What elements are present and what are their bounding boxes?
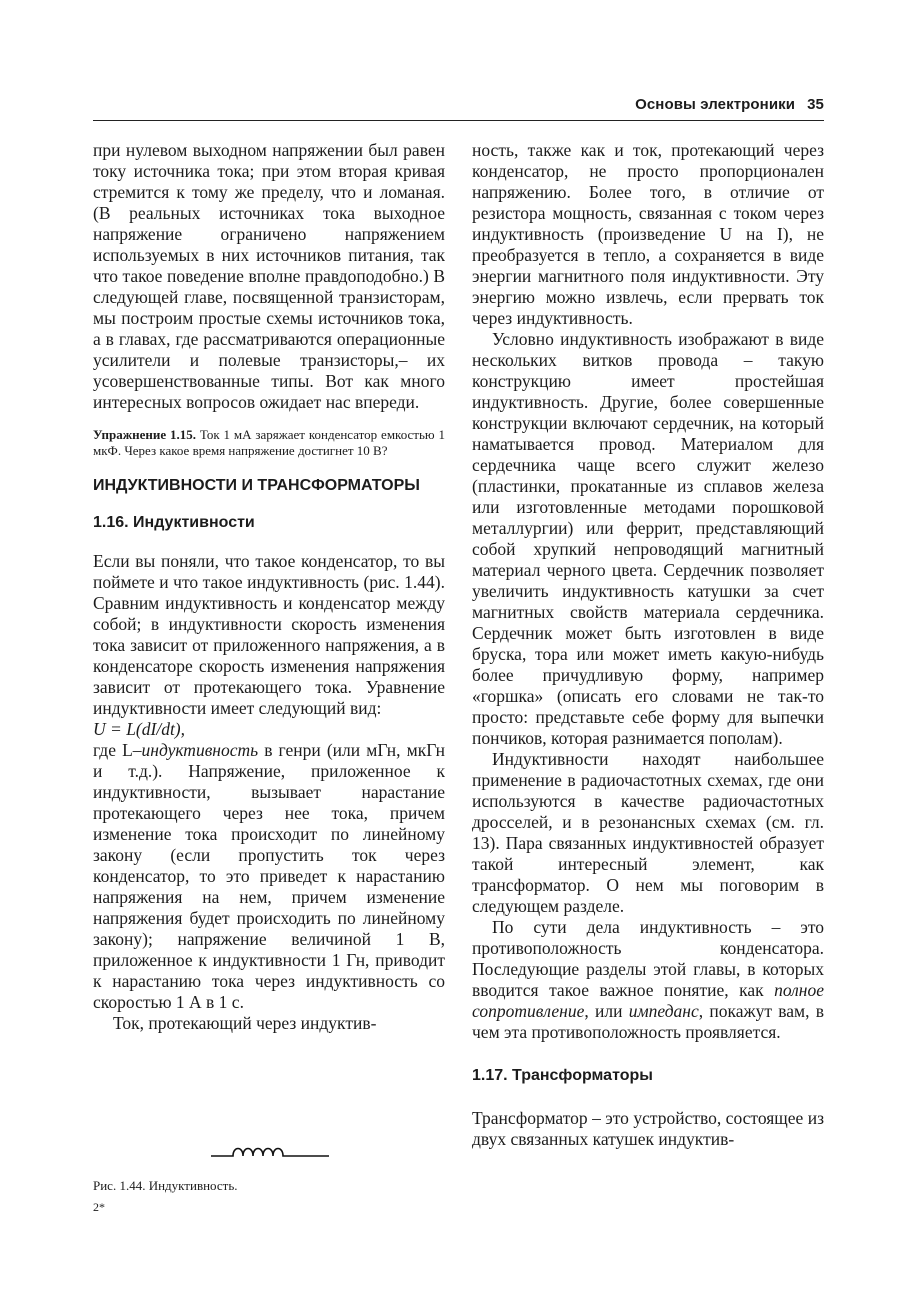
inductance-formula: U = L(dI/dt), xyxy=(93,719,186,739)
para4-mid: , или xyxy=(584,1001,629,1021)
figure-1-44 xyxy=(93,1142,445,1194)
signature-mark: 2* xyxy=(93,1200,105,1214)
subsection-title-inductors: 1.16. Индуктивности xyxy=(93,514,255,531)
para3-pre: где L– xyxy=(93,740,142,760)
right-paragraph-3: Индуктивности находят наибольшее применение в радиочастотных схемах, где они используются в качестве радиочастотных дросселей, и в резонансных схемах (см. гл. 13). Пара связанных индуктивностей образует такой интересный элемент, как трансформатор. О нем мы поговорим в следующем разделе. xyxy=(472,749,824,916)
page-header xyxy=(93,96,824,121)
left-paragraph-3 xyxy=(93,740,445,1013)
term-impedance: импеданс xyxy=(628,1001,699,1021)
subsection-title-transformers: 1.17. Трансформаторы xyxy=(472,1067,653,1084)
figure-caption: Рис. 1.44. Индуктивность. xyxy=(93,1178,238,1193)
para4-pre: По сути дела индуктивность – это противоположность конденсатора. Последующие разделы этой главы, в которых вводится такое важное понятие, как xyxy=(472,917,824,1000)
exercise-label: Упражнение 1.15. xyxy=(93,427,197,442)
para3-post: в генри (или мГн, мкГн и т.д.). Напряжение, приложенное к индуктивности, вызывает нарастание протекающего через нее тока, причем изменение тока происходит по линейному закону (если пропустить ток через конденсатор, то это приведет к нарастанию напряжения на нем, причем изменение напряжения будет происходить по линейному закону); напряжение величиной 1 В, приложенное к индуктивности 1 Гн, приводит к нарастанию тока через индуктивность со скоростью 1 А в 1 с. xyxy=(93,740,446,1012)
right-column xyxy=(472,140,824,1150)
left-paragraph-4: Ток, протекающий через индуктив- xyxy=(113,1013,377,1033)
term-inductance: индуктивность xyxy=(141,740,259,760)
inductor-symbol-icon xyxy=(211,1142,331,1164)
left-column xyxy=(93,140,445,1034)
right-paragraph-5: Трансформатор – это устройство, состоящее из двух связанных катушек индуктив- xyxy=(472,1108,824,1149)
exercise-text: Ток 1 мА заряжает конденсатор емкостью 1 мкФ. Через какое время напряжение достигнет 10 В? xyxy=(93,427,445,458)
para4-post: , покажут вам, в чем эта противоположность проявляется. xyxy=(472,1001,825,1042)
running-head xyxy=(635,96,824,113)
right-paragraph-1: ность, также как и ток, протекающий через конденсатор, не просто пропорционален напряжению. Более того, в отличие от резистора мощность, связанная с током через индуктивность (произведение U на I), не преобразуется в тепло, а сохраняется в виде энергии магнитного поля индуктивности. Эту энергию можно извлечь, если прервать ток через индуктивность. xyxy=(472,140,824,328)
page-number: 35 xyxy=(807,96,824,113)
left-paragraph-2: Если вы поняли, что такое конденсатор, то вы поймете и что такое индуктивность (рис. 1.44). Сравним индуктивность и конденсатор между собой; в индуктивности скорость изменения тока зависит от приложенного напряжения, а в конденсаторе скорость изменения напряжения зависит от протекающего тока. Уравнение индуктивности имеет следующий вид: xyxy=(93,551,445,718)
right-paragraph-2: Условно индуктивность изображают в виде нескольких витков провода – такую конструкцию имеет простейшая индуктивность. Другие, более совершенные конструкции включают сердечник, на который наматывается провод. Материалом для сердечника чаще всего служит железо (пластинки, прокатанные из сплавов железа или изготовленные методами порошковой металлургии) или феррит, представляющий собой хрупкий непроводящий магнитный материал черного цвета. Сердечник позволяет увеличить индуктивность катушки за счет магнитных свойств материала сердечника. Сердечник может быть изготовлен в виде бруска, тора или может иметь какую-нибудь более причудливую форму, например «горшка» (описать его словами не так-то просто: представьте себе форму для выпечки пончиков, которая разнимается пополам). xyxy=(472,329,824,748)
right-paragraph-4 xyxy=(472,917,824,1043)
term-impedance-full: полное сопротивление xyxy=(472,980,824,1021)
running-head-title: Основы электроники xyxy=(635,96,796,113)
exercise-1-15 xyxy=(93,427,445,459)
section-title: ИНДУКТИВНОСТИ И ТРАНСФОРМАТОРЫ xyxy=(93,477,420,494)
left-paragraph-1: при нулевом выходном напряжении был равен току источника тока; при этом вторая кривая стремится к тому же пределу, что и ломаная. (В реальных источниках тока выходное напряжение ограничено напряжением используемых в них источников питания, так что такое поведение вполне правдоподобно.) В следующей главе, посвященной транзисторам, мы построим простые схемы источников тока, а в главах, где рассматриваются операционные усилители и полевые транзисторы,– их усовершенствованные типы. Вот как много интересных вопросов ожидает нас впереди. xyxy=(93,140,445,412)
